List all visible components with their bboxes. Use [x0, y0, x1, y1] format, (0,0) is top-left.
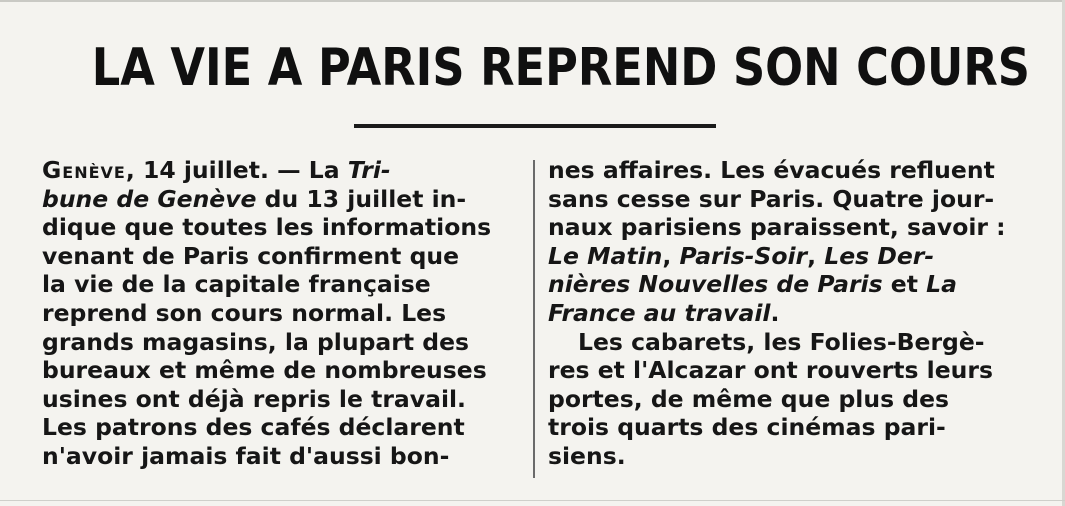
line-text: du 13 juillet in-: [256, 184, 467, 213]
newspaper-title-le-matin: Le Matin: [548, 241, 663, 270]
text-line: [548, 270, 1053, 299]
newspaper-title-dernieres-nouvelles-cont: nières Nouvelles de Paris: [548, 270, 883, 299]
conjunction: et: [882, 270, 927, 299]
text-line: [548, 242, 1053, 271]
text-line: sans cesse sur Paris. Quatre jour-: [548, 184, 995, 213]
newspaper-title-dernieres-nouvelles: Les Der-: [824, 241, 935, 270]
text-line: Les patrons des cafés déclarent: [42, 413, 465, 442]
text-line: la vie de la capitale française: [42, 270, 431, 299]
text-line: dique que toutes les informations: [42, 213, 492, 242]
text-line: reprend son cours normal. Les: [42, 298, 447, 327]
headline-underline-rule: [354, 124, 716, 128]
top-border-rule: [0, 0, 1065, 2]
text-line: [42, 156, 520, 185]
newspaper-title-la-france: La: [926, 270, 957, 299]
text-line: [548, 299, 1053, 328]
text-line: grands magasins, la plupart des: [42, 327, 470, 356]
text-line: venant de Paris confirment que: [42, 241, 460, 270]
newspaper-title-la-france-cont: France au travail: [548, 298, 771, 327]
text-line-paragraph-start: Les cabarets, les Folies-Bergè-: [578, 327, 985, 356]
dateline-city: Genève: [42, 156, 126, 184]
text-line: bureaux et même de nombreuses: [42, 356, 487, 385]
newspaper-title-paris-soir: Paris-Soir: [679, 241, 808, 270]
text-line: nes affaires. Les évacués refluent: [548, 156, 995, 184]
separator: ,: [807, 241, 825, 270]
text-line: [42, 185, 520, 214]
text-line: n'avoir jamais fait d'aussi bon-: [42, 441, 450, 470]
italic-text: bune de Genève: [42, 184, 257, 213]
text-line: naux parisiens paraissent, savoir :: [548, 213, 1006, 242]
text-line: siens.: [548, 441, 626, 470]
text-line: res et l'Alcazar ont rouverts leurs: [548, 356, 993, 385]
italic-text: Tri-: [347, 156, 391, 184]
dateline-rest: , 14 juillet. — La: [125, 156, 348, 184]
period: .: [770, 298, 780, 327]
text-line: trois quarts des cinémas pari-: [548, 413, 946, 442]
article-headline: LA VIE A PARIS REPREND SON COURS: [91, 38, 1030, 98]
article-column-right: [548, 156, 1053, 471]
line-content: [42, 156, 391, 185]
text-line: portes, de même que plus des: [548, 384, 949, 413]
separator: ,: [662, 241, 680, 270]
bottom-border-rule: [0, 500, 1065, 501]
article-column-left: [42, 156, 520, 471]
text-line: usines ont déjà repris le travail.: [42, 384, 466, 413]
column-divider-rule: [533, 160, 535, 478]
